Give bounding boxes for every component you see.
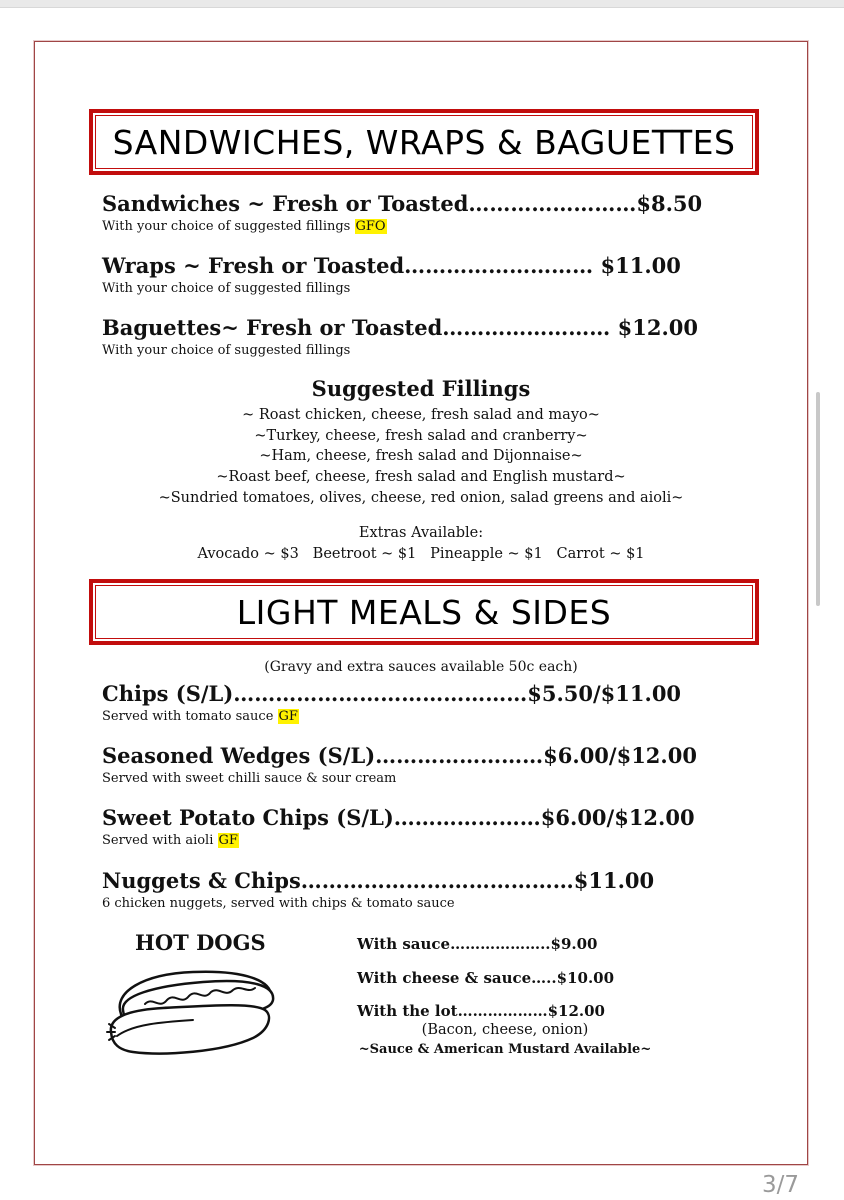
sauces-note: (Gravy and extra sauces available 50c each): [264, 659, 578, 675]
item-description: With your choice of suggested fillings GFO: [102, 219, 386, 234]
hotdog-option-cheese-sauce: With cheese & sauce…..$10.00: [357, 969, 615, 987]
filling-line: ~Turkey, cheese, fresh salad and cranberry~: [254, 428, 588, 444]
item-title: Sweet Potato Chips (S/L)…………………$6.00/$12.00: [102, 805, 695, 830]
hotdogs-title: HOT DOGS: [135, 930, 266, 955]
fillings-title: Suggested Fillings: [311, 376, 531, 401]
item-description: Served with aioli GF: [102, 833, 238, 848]
item-description: With your choice of suggested fillings: [102, 281, 351, 296]
menu-item-sweet-potato-chips: [102, 805, 695, 849]
item-title: Wraps ~ Fresh or Toasted……………………… $11.00: [102, 253, 681, 278]
hotdog-lot-contents: (Bacon, cheese, onion): [421, 1022, 589, 1038]
section-heading: LIGHT MEALS & SIDES: [236, 593, 612, 632]
hotdog-illustration: [103, 952, 279, 1062]
filling-line: ~Roast beef, cheese, fresh salad and English mustard~: [216, 469, 626, 485]
gf-tag: GF: [218, 833, 238, 848]
item-title: Baguettes~ Fresh or Toasted…………………… $12.00: [102, 315, 698, 340]
filling-line: ~Sundried tomatoes, olives, cheese, red onion, salad greens and aioli~: [158, 490, 684, 506]
item-description: 6 chicken nuggets, served with chips & tomato sauce: [102, 896, 455, 911]
gfo-tag: GFO: [355, 219, 386, 234]
gf-tag: GF: [278, 709, 298, 724]
menu-item-chips: [102, 681, 681, 725]
item-title: Sandwiches ~ Fresh or Toasted……………………$8.50: [102, 191, 703, 216]
section-heading: SANDWICHES, WRAPS & BAGUETTES: [112, 123, 736, 162]
menu-page: [34, 41, 808, 1165]
item-title: Nuggets & Chips…………………………………$11.00: [102, 868, 655, 893]
item-description: Served with sweet chilli sauce & sour cream: [102, 771, 397, 786]
menu-item-baguettes: [102, 315, 698, 359]
item-title: Seasoned Wedges (S/L)……………………$6.00/$12.00: [102, 743, 697, 768]
vertical-scrollbar[interactable]: [816, 392, 820, 606]
page-indicator: 3/7: [762, 1172, 800, 1198]
item-description: Served with tomato sauce GF: [102, 709, 298, 724]
item-title: Chips (S/L)……………………………………$5.50/$11.00: [102, 681, 682, 706]
hotdog-option-sauce: With sauce………………..$9.00: [357, 935, 598, 953]
section-banner-sandwiches: [89, 109, 759, 175]
extras-title: Extras Available:: [358, 525, 484, 541]
hotdog-option-the-lot: With the lot………………$12.00: [357, 1002, 605, 1020]
menu-item-wedges: [102, 743, 697, 787]
menu-item-sandwiches: [102, 191, 702, 235]
hotdog-sauce-note: ~Sauce & American Mustard Available~: [358, 1042, 652, 1057]
section-banner-light-meals: [89, 579, 759, 645]
viewer-top-bar: [0, 0, 844, 8]
filling-line: ~Ham, cheese, fresh salad and Dijonnaise~: [259, 448, 583, 464]
extras-list: Avocado ~ $3 Beetroot ~ $1 Pineapple ~ $1 Carrot ~ $1: [197, 546, 645, 562]
menu-item-wraps: [102, 253, 681, 297]
item-description: With your choice of suggested fillings: [102, 343, 351, 358]
filling-line: ~ Roast chicken, cheese, fresh salad and mayo~: [242, 407, 600, 423]
menu-item-nuggets: [102, 868, 654, 912]
